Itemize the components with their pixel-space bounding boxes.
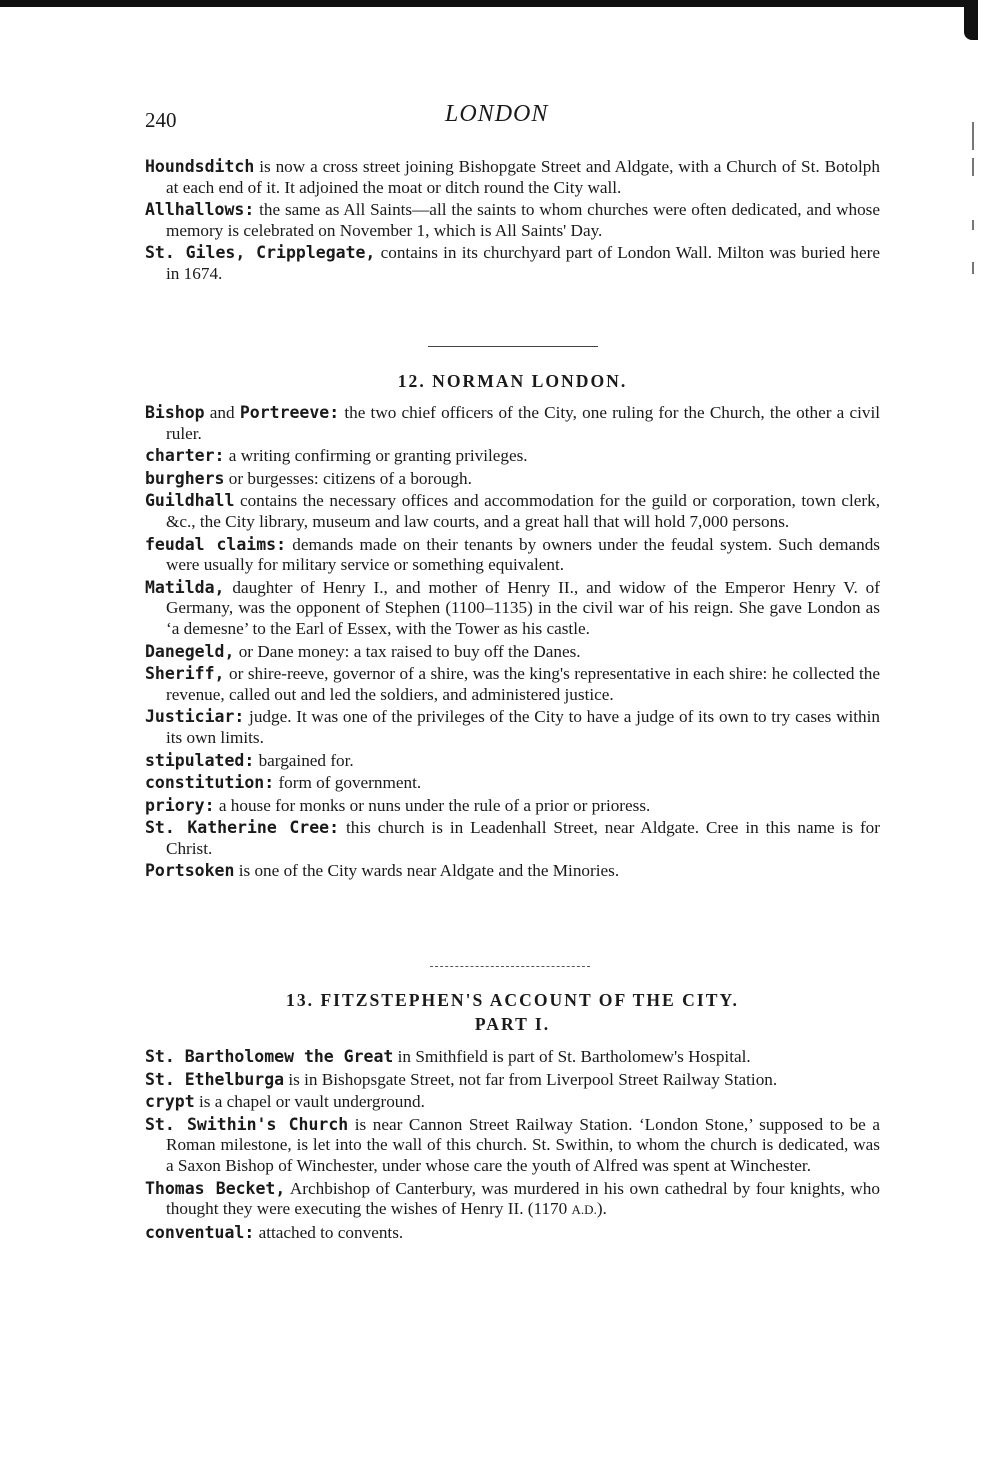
entry-text: bargained for. xyxy=(254,750,354,770)
entry-term: constitution: xyxy=(145,773,275,793)
entry-text: is a chapel or vault underground. xyxy=(194,1092,425,1112)
entry-term: St. Bartholomew the Great xyxy=(145,1047,394,1066)
entry-st-ethelburga xyxy=(145,1070,880,1091)
entry-list-fitzstephen xyxy=(145,1047,880,1245)
entry-text: attached to convents. xyxy=(254,1222,404,1242)
margin-mark xyxy=(972,122,974,150)
entry-list-norman-london xyxy=(145,403,880,884)
entry-term-2: Portreeve: xyxy=(239,403,340,422)
entry-bishop-portreeve xyxy=(145,403,880,444)
entry-term: Matilda, xyxy=(145,577,225,597)
entry-text: is near Cannon Street Railway Station. ‘London Stone,’ supposed to be a Roman milestone, is let into the wall of this church. St. Swithin, to whom the church is dedicated, was a Saxon Bishop of Winchester, under whose care the youth of Alfred was spent at Winchester. xyxy=(166,1114,880,1175)
entry-term: St. Ethelburga xyxy=(145,1069,285,1089)
entry-term: St. Giles, Cripplegate, xyxy=(145,243,376,263)
entry-term: Allhallows: xyxy=(145,200,255,220)
entry-text: Archbishop of Canterbury, was murdered in his own cathedral by four knights, who thought they were executing the wishes of Henry II. (1170 xyxy=(166,1178,880,1219)
entry-term: Portsoken xyxy=(145,861,235,881)
section-subheading-13: PART I. xyxy=(474,1014,551,1034)
entry-text: contains the necessary offices and accommodation for the guild or corporation, town clerk, &c., the City library, museum and law courts, and a great hall that will hold 7,000 persons. xyxy=(166,491,880,531)
entry-justiciar xyxy=(145,707,880,748)
entry-text: a writing confirming or granting privileges. xyxy=(224,446,528,466)
running-title: LONDON xyxy=(445,101,549,127)
entry-term: stipulated: xyxy=(145,750,255,770)
entry-text: and xyxy=(204,403,240,422)
entry-st-swithin xyxy=(145,1115,880,1177)
entry-st-katherine-cree xyxy=(145,818,880,859)
entry-text: the same as All Saints—all the saints to whom churches were often dedicated, and whose memory is celebrated on November 1, which is All Saints' Day. xyxy=(166,200,880,240)
entry-st-bartholomew xyxy=(145,1047,880,1068)
entry-text: daughter of Henry I., and mother of Henry II., and widow of the Emperor Henry V. of Germany, was the opponent of Stephen (1100–1135) in the civil war of his reign. She gave London as ‘a demesne’ to the Earl of Essex, with the Tower as his castle. xyxy=(166,577,880,638)
entry-text-2: ). xyxy=(596,1199,607,1219)
entry-matilda xyxy=(145,578,880,640)
entry-danegeld xyxy=(145,642,880,663)
entry-text: is one of the City wards near Aldgate and the Minories. xyxy=(234,861,620,881)
entry-text: is now a cross street joining Bishopgate Street and Aldgate, with a Church of St. Botolph at each end of it. It adjoined the moat or ditch round the City wall. xyxy=(166,157,880,197)
entry-priory xyxy=(145,796,880,817)
scan-top-edge xyxy=(0,0,976,7)
entry-conventual xyxy=(145,1223,880,1244)
entry-term: Houndsditch xyxy=(145,157,255,176)
entry-charter xyxy=(145,446,880,467)
entry-text: or burgesses: citizens of a borough. xyxy=(224,468,472,488)
margin-mark xyxy=(972,158,974,176)
entry-term: Guildhall xyxy=(145,491,235,511)
section-heading-12: 12. NORMAN LONDON. xyxy=(397,371,628,391)
entry-term: conventual: xyxy=(145,1222,255,1242)
section-divider xyxy=(430,966,590,967)
entry-crypt xyxy=(145,1092,880,1113)
entry-stipulated xyxy=(145,751,880,772)
entry-term: Thomas Becket, xyxy=(145,1178,286,1198)
margin-mark xyxy=(972,262,974,274)
entry-term: priory: xyxy=(145,795,215,815)
entry-text: contains in its churchyard part of London Wall. Milton was buried here in 1674. xyxy=(166,243,880,283)
entry-feudal-claims xyxy=(145,535,880,576)
section-heading-13: 13. FITZSTEPHEN'S ACCOUNT OF THE CITY. xyxy=(286,990,739,1010)
entry-term: Sheriff, xyxy=(145,664,225,684)
entry-term: Danegeld, xyxy=(145,641,235,661)
entry-smallcaps: A.D. xyxy=(571,1202,597,1218)
entry-houndsditch xyxy=(145,157,880,198)
entry-text: a house for monks or nuns under the rule of a prior or prioress. xyxy=(214,795,651,815)
scan-corner-edge xyxy=(964,0,978,40)
entry-burghers xyxy=(145,469,880,490)
entry-portsoken xyxy=(145,861,880,882)
entry-term: St. Katherine Cree: xyxy=(145,818,340,838)
entry-constitution xyxy=(145,773,880,794)
entry-text: or shire-reeve, governor of a shire, was the king's representative in each shire: he collected the revenue, called out and led the soldiers, and administered justice. xyxy=(166,664,880,704)
page-number: 240 xyxy=(145,108,177,132)
entry-term: charter: xyxy=(145,446,225,466)
entry-term: Justiciar: xyxy=(145,707,245,727)
entry-guildhall xyxy=(145,491,880,532)
entry-text: demands made on their tenants by owners under the feudal system. Such demands were usually for military service or something equivalent. xyxy=(166,534,880,575)
entry-allhallows xyxy=(145,200,880,241)
entry-text: form of government. xyxy=(274,773,422,793)
entry-text: or Dane money: a tax raised to buy off the Danes. xyxy=(234,641,581,661)
entry-text: is in Bishopsgate Street, not far from Liverpool Street Railway Station. xyxy=(284,1069,778,1089)
entry-text: judge. It was one of the privileges of the City to have a judge of its own to try cases within its own limits. xyxy=(166,707,880,747)
entry-term: crypt xyxy=(145,1092,195,1112)
entry-text: this church is in Leadenhall Street, near Aldgate. Cree in this name is for Christ. xyxy=(166,818,880,858)
entry-thomas-becket xyxy=(145,1179,880,1221)
entry-st-giles xyxy=(145,243,880,284)
entry-term: burghers xyxy=(145,468,225,488)
entry-text: in Smithfield is part of St. Bartholomew's Hospital. xyxy=(393,1047,751,1066)
entry-sheriff xyxy=(145,664,880,705)
entry-term: feudal claims: xyxy=(145,534,286,554)
entry-term: St. Swithin's Church xyxy=(145,1114,349,1134)
entry-text-2: the two chief officers of the City, one ruling for the Church, the other a civil ruler. xyxy=(166,403,880,443)
entry-list-top xyxy=(145,157,880,287)
margin-mark xyxy=(972,220,974,230)
section-divider xyxy=(428,346,598,347)
entry-term: Bishop xyxy=(145,403,205,422)
